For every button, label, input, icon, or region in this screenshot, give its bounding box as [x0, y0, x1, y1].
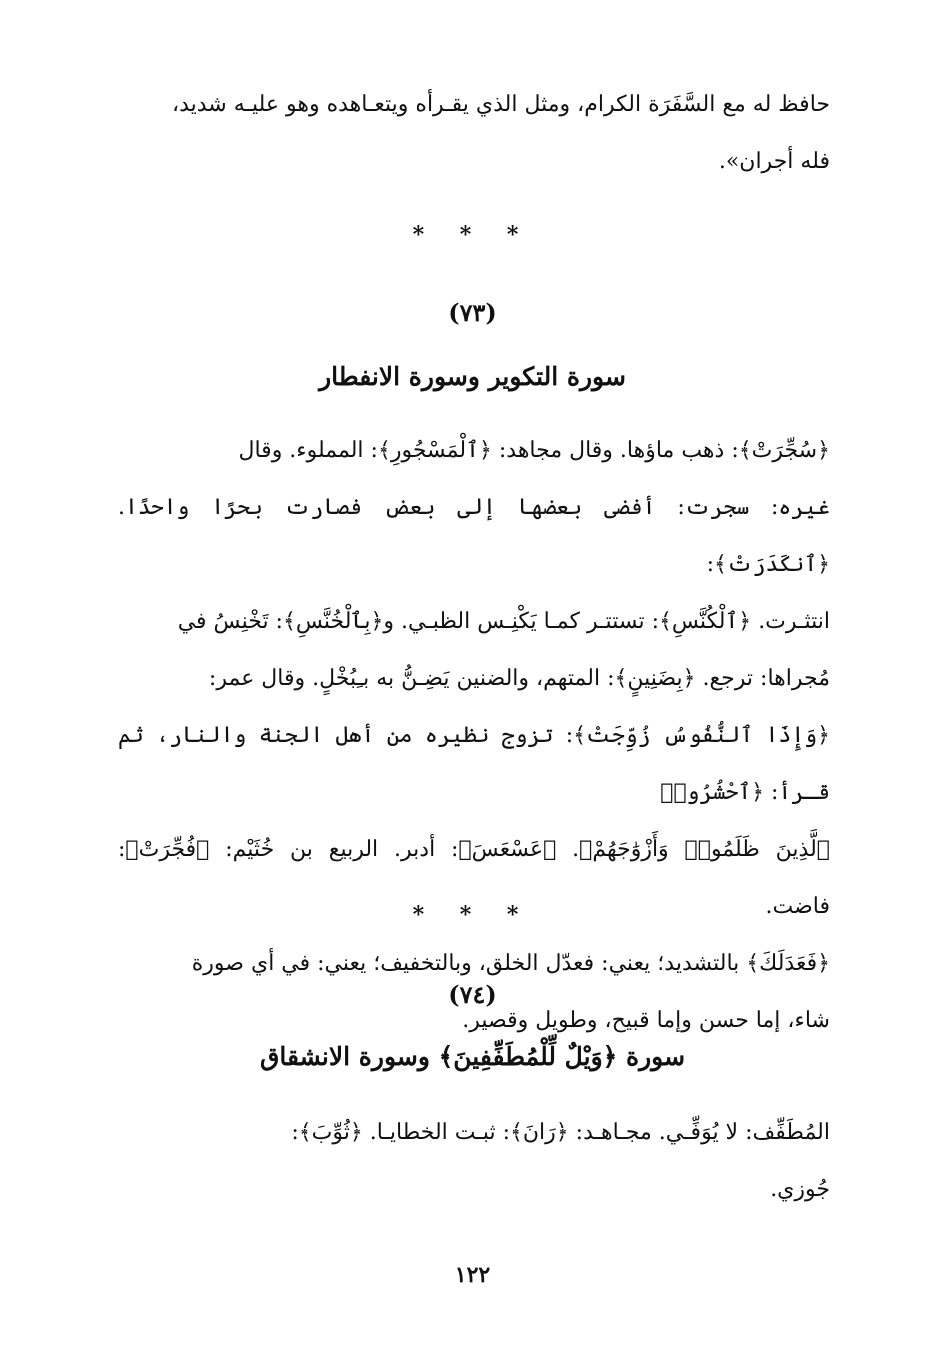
paragraph-line: حافظ له مع السَّفَرَة الكرام، ومثل الذي يقـرأه ويتعـاهده وهو عليـه شديد،: [171, 92, 830, 117]
paragraph-line: انتثـرت. ﴿ٱلْكُنَّسِ﴾: تستتـر كمـا يَكْنِـس الظبـي. و﴿بِٱلْخُنَّسِ﴾: تَخْنِسُ في: [177, 609, 830, 634]
paragraph-line: مُجراها: ترجع. ﴿بِضَنِينٍ﴾: المتهم، والضنين يَضِـنُّ به بـِبُخْلٍ. وقال عمر:: [208, 666, 830, 691]
paragraph-line: جُوزي.: [770, 1177, 830, 1202]
section-number: (٧٣): [448, 298, 497, 327]
paragraph-line: ٱلَّذِينَ ظَلَمُوا۟ وَأَزْوَٰجَهُمْ﴾. ﴿عَسْعَسَ﴾: أدبر. الربيع بن خُثَيْم: ﴿فُجِّرَتْ﴾: فاضت.: [118, 837, 830, 919]
paragraph-line: ﴿وَإِذَا ٱلنُّفُوسُ زُوِّجَتْ﴾: تزوج نظيره من أهل الجنة والنار، ثم قـرأ: ﴿ٱحْشُرُوا۟: [118, 723, 830, 805]
paragraph-line: شاء، إما حسن وإما قبيح، وطويل وقصير.: [462, 1008, 830, 1033]
paragraph-line: غيره: سجرت: أفضى بعضها إلى بعض فصارت بحرًا واحدًا. ﴿ٱنكَدَرَتْ﴾:: [118, 495, 830, 577]
section-73-body: [118, 422, 830, 1049]
section-separator: * * *: [412, 222, 533, 248]
paragraph-line: المُطَفِّف: لا يُوَفِّـي. مجـاهـد: ﴿رَانَ﴾: ثبـت الخطايـا. ﴿ثُوِّبَ﴾:: [291, 1120, 830, 1145]
paragraph-line: فله أجران».: [718, 149, 830, 174]
section-separator: * * *: [412, 902, 533, 928]
section-title: سورة ﴿وَيْلٌ لِّلْمُطَفِّفِينَ﴾ وسورة الانشقاق: [259, 1042, 686, 1071]
section-title: سورة التكوير وسورة الانفطار: [319, 362, 626, 391]
paragraph-line: ﴿سُجِّرَتْ﴾: ذهب ماؤها. وقال مجاهد: ﴿ٱلْمَسْجُورِ﴾: المملوء. وقال: [238, 438, 830, 463]
section-74-body: [118, 1104, 830, 1218]
section-number: (٧٤): [448, 980, 497, 1009]
paragraph-line: ﴿فَعَدَلَكَ﴾ بالتشديد؛ يعني: فعدّل الخلق، وبالتخفيف؛ يعني: في أي صورة: [191, 951, 830, 976]
top-paragraph: [118, 76, 830, 190]
page-number: ١٢٢: [454, 1262, 491, 1288]
